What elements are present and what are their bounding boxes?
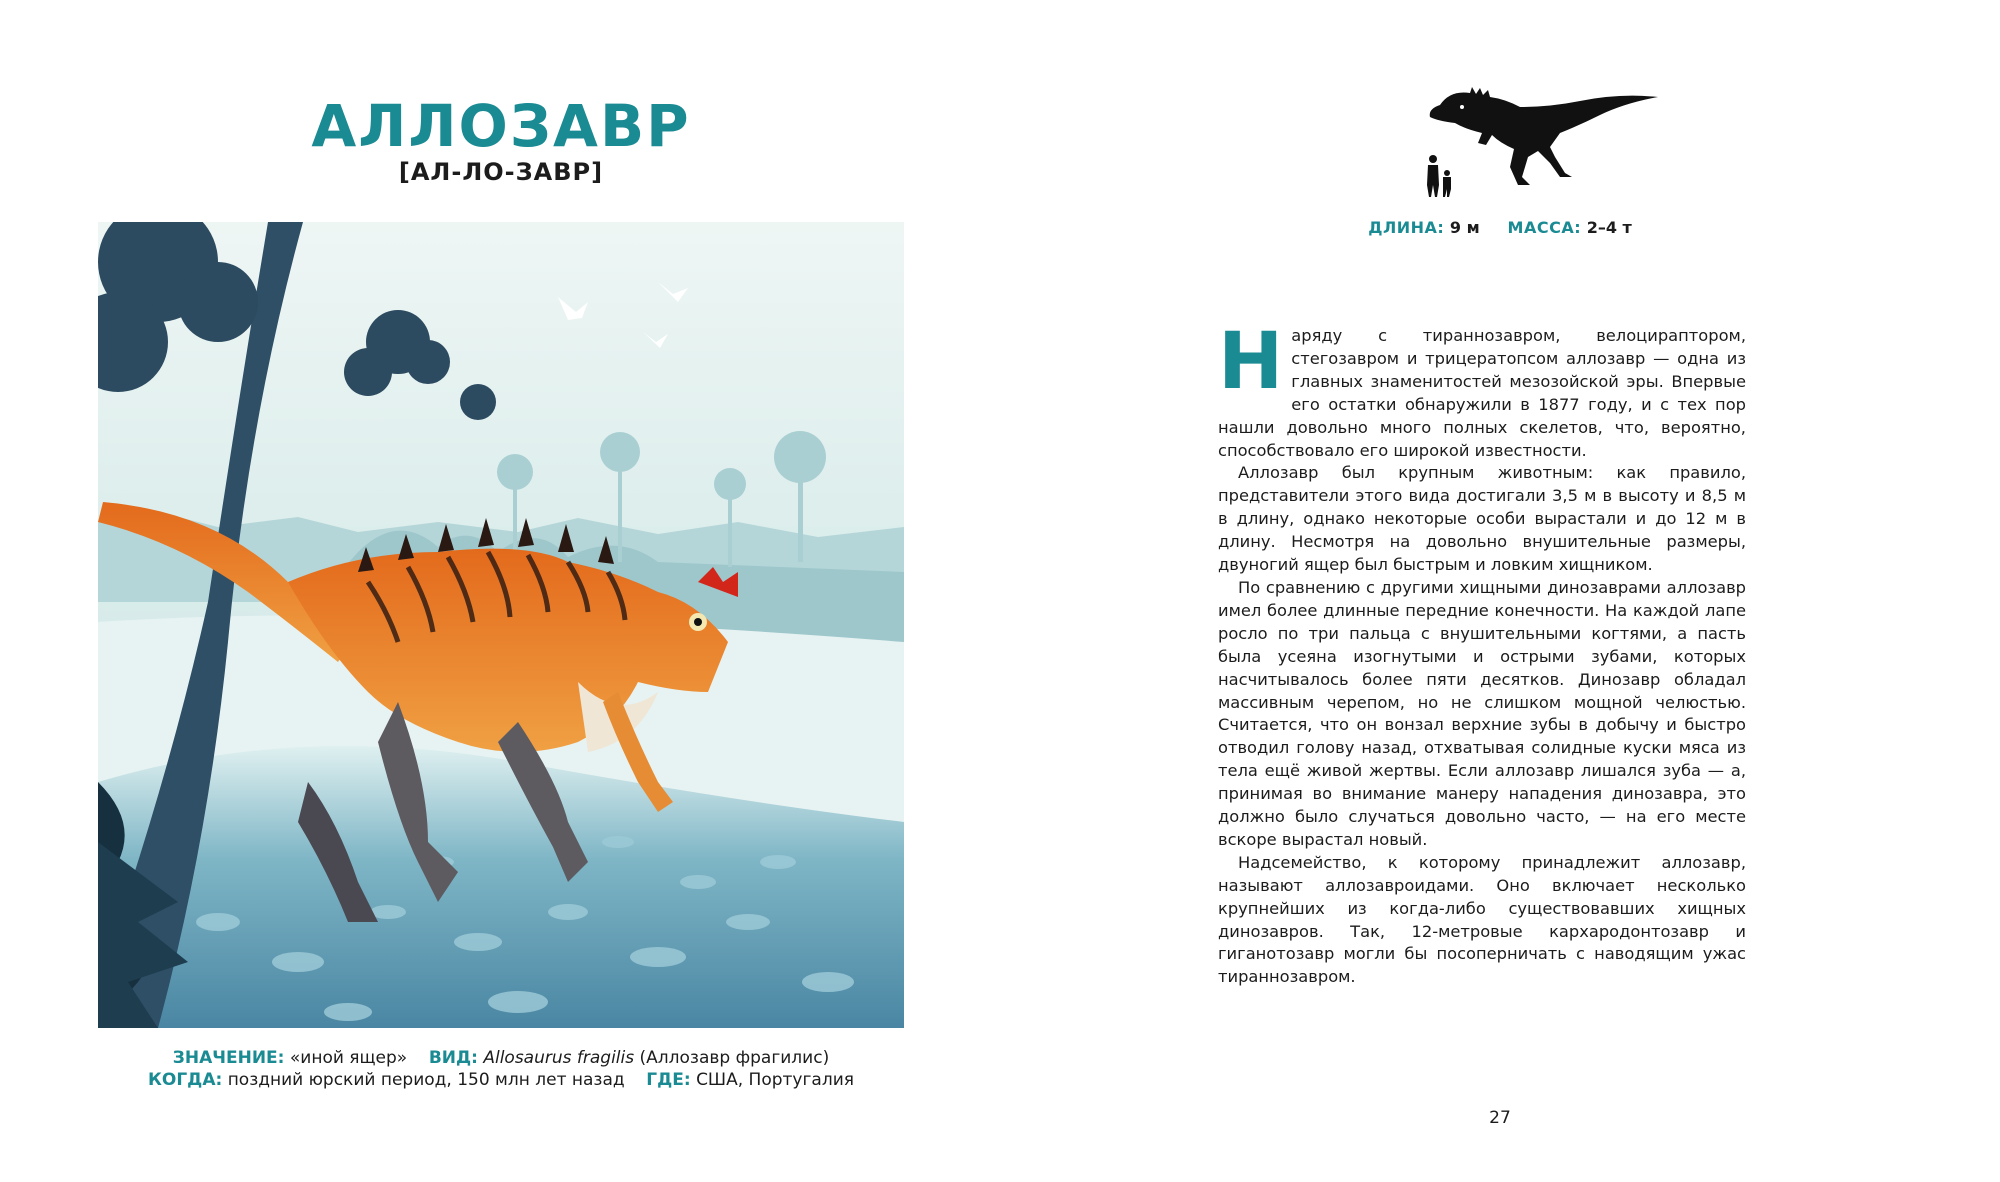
species-label: ВИД: xyxy=(428,1048,478,1068)
size-stats xyxy=(1330,218,1670,237)
facts-line-1 xyxy=(98,1048,904,1068)
length-label: ДЛИНА: xyxy=(1368,218,1445,237)
mass-value: 2–4 т xyxy=(1586,218,1632,237)
when-label: КОГДА: xyxy=(148,1070,223,1090)
page-title: АЛЛОЗАВР xyxy=(311,92,691,160)
meaning-value: «иной ящер» xyxy=(289,1048,408,1068)
when-value: поздний юрский период, 150 млн лет назад xyxy=(227,1070,625,1090)
facts-line-2 xyxy=(98,1070,904,1090)
size-comparison-silhouette xyxy=(1410,85,1670,210)
length-value: 9 м xyxy=(1449,218,1480,237)
where-value: США, Португалия xyxy=(696,1070,854,1090)
species-latin: Allosaurus fragilis xyxy=(483,1048,635,1068)
pronunciation: [АЛ-ЛО-ЗАВР] xyxy=(398,158,604,186)
mass-label: МАССА: xyxy=(1507,218,1582,237)
where-label: ГДЕ: xyxy=(646,1070,691,1090)
page-number: 27 xyxy=(1489,1108,1511,1128)
paragraph-1 xyxy=(1218,317,1746,462)
paragraph-3: По сравнению с другими хищными динозаврами аллозавр имел более длинные передние конечности. На каждой лапе росло по три пальца с внушительными когтями, а пасть была усеяна изогнутыми и острыми зубами, которых насчитывалось более пяти десятков. Динозавр обладал массивным черепом, но не слишком мощной челюстью. Считается, что он вонзал верхние зубы в добычу и быстро отводил голову назад, отхватывая солидные куски мяса из тела ещё живой жертвы. Если аллозавр лишался зуба — а, принимая во внимание манеру нападения динозавра, это должно было случаться довольно часто, — на его месте вскоре вырастал новый. xyxy=(1218,577,1746,849)
allosaurus-illustration xyxy=(98,222,904,1028)
meaning-label: ЗНАЧЕНИЕ: xyxy=(172,1048,285,1068)
article-body xyxy=(1218,317,1746,989)
paragraph-2: Аллозавр был крупным животным: как правило, представители этого вида достигали 3,5 м в высоту и 8,5 м в длину, однако некоторые особи вырастали и до 12 м в длину. Несмотря на довольно внушительные размеры, двуногий ящер был быстрым и ловким хищником. xyxy=(1218,463,1746,575)
species-ru: (Аллозавр фрагилис) xyxy=(639,1048,830,1068)
drop-cap: Н xyxy=(1218,317,1284,407)
paragraph-1-text: аряду с тираннозавром, велоцираптором, стегозавром и трицератопсом аллозавр — одна из главных знаменитостей мезозойской эры. Впервые его остатки обнаружили в 1877 году, и с тех пор нашли довольно много полных скелетов, что, вероятно, способствовало его широкой известности. xyxy=(1218,326,1746,460)
paragraph-4: Надсемейство, к которому принадлежит аллозавр, называют аллозавроидами. Оно включает несколько крупнейших из когда-либо существовавших хищных динозавров. Так, 12-метровые кархародонтозавр и гиганотозавр могли бы посоперничать с наводящим ужас тираннозавром. xyxy=(1218,852,1746,987)
